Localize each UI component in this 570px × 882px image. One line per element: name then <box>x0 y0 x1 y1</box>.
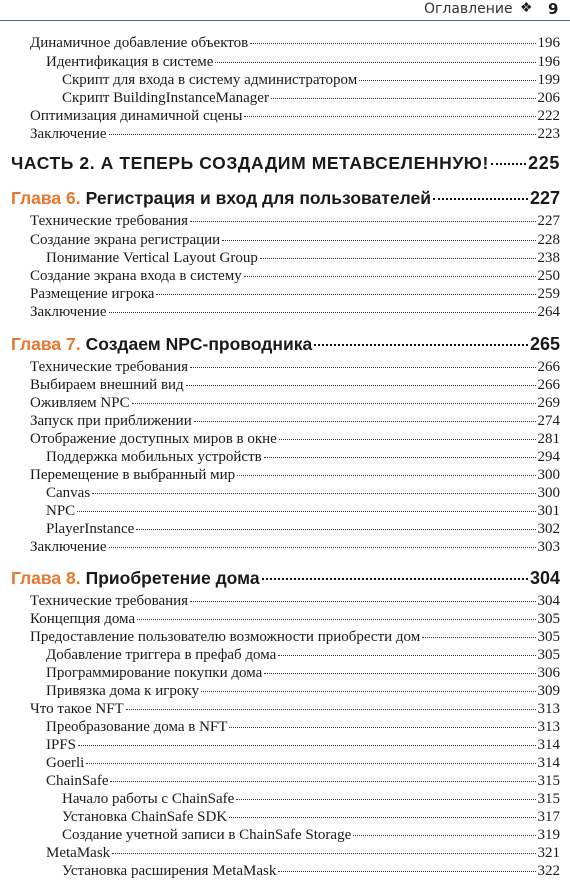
toc-entry[interactable]: Поддержка мобильных устройств 294 <box>46 449 560 465</box>
toc-entry[interactable]: Заключение 264 <box>30 304 560 320</box>
toc-entry[interactable]: Скрипт для входа в систему администратором 199 <box>62 72 560 88</box>
toc-entry[interactable]: IPFS 314 <box>46 737 560 753</box>
chapter-title: Создаем NPC-проводника <box>85 334 313 354</box>
toc-entry[interactable]: Заключение 223 <box>30 126 560 142</box>
toc-entry[interactable]: NPC 301 <box>46 503 560 519</box>
toc-entry[interactable]: Технические требования 304 <box>30 593 560 609</box>
toc-chapter-heading[interactable]: Глава 6. Регистрация и вход для пользователей 227 <box>11 188 560 208</box>
header-divider <box>0 20 570 21</box>
toc-entry[interactable]: PlayerInstance 302 <box>46 521 560 537</box>
toc-entry[interactable]: MetaMask 321 <box>46 845 560 861</box>
toc-entry[interactable]: Размещение игрока 259 <box>30 286 560 302</box>
toc-entry[interactable]: Canvas 300 <box>46 485 560 501</box>
toc-entry[interactable]: ChainSafe 315 <box>46 773 560 789</box>
toc-entry[interactable]: Начало работы с ChainSafe 315 <box>62 791 560 807</box>
toc-entry[interactable]: Перемещение в выбранный мир 300 <box>30 467 560 483</box>
running-header <box>0 0 570 22</box>
toc-entry[interactable]: Динамичное добавление объектов 196 <box>30 35 560 51</box>
chapter-title: Регистрация и вход для пользователей <box>85 188 431 208</box>
toc-entry[interactable]: Создание экрана входа в систему 250 <box>30 268 560 284</box>
toc-entry[interactable]: Скрипт BuildingInstanceManager 206 <box>62 90 560 106</box>
toc-entry[interactable]: Что такое NFT 313 <box>30 701 560 717</box>
toc-chapter-heading[interactable]: Глава 7. Создаем NPC-проводника 265 <box>11 334 560 354</box>
toc-entry[interactable]: Оживляем NPC 269 <box>30 395 560 411</box>
toc-entry[interactable]: Оптимизация динамичной сцены 222 <box>30 108 560 124</box>
toc-entry[interactable]: Идентификация в системе 196 <box>46 54 560 70</box>
diamond-dots-icon: ❖ <box>520 1 533 16</box>
toc-entry[interactable]: Выбираем внешний вид 266 <box>30 377 560 393</box>
toc-entry[interactable]: Программирование покупки дома 306 <box>46 665 560 681</box>
toc-entry[interactable]: Привязка дома к игроку 309 <box>46 683 560 699</box>
toc-entry[interactable]: Установка расширения MetaMask 322 <box>62 863 560 879</box>
toc-entry[interactable]: Преобразование дома в NFT 313 <box>46 719 560 735</box>
header-section-title: Оглавление <box>424 1 513 17</box>
chapter-label: Глава 8. <box>11 568 81 588</box>
toc-entry[interactable]: Goerli 314 <box>46 755 560 771</box>
toc-entry[interactable]: Понимание Vertical Layout Group 238 <box>46 250 560 266</box>
toc-part-heading[interactable]: ЧАСТЬ 2. А ТЕПЕРЬ СОЗДАДИМ МЕТАВСЕЛЕННУЮ! 225 <box>11 153 560 173</box>
toc-entry[interactable]: Технические требования 227 <box>30 213 560 229</box>
toc-entry[interactable]: Технические требования 266 <box>30 359 560 375</box>
toc-entry[interactable]: Запуск при приближении 274 <box>30 413 560 429</box>
toc-entry[interactable]: Предоставление пользователю возможности приобрести дом 305 <box>30 629 560 645</box>
toc-entry[interactable]: Концепция дома 305 <box>30 611 560 627</box>
toc-entry[interactable]: Отображение доступных миров в окне 281 <box>30 431 560 447</box>
toc-entry[interactable]: Создание экрана регистрации 228 <box>30 232 560 248</box>
chapter-label: Глава 7. <box>11 334 81 354</box>
toc-entry[interactable]: Добавление триггера в префаб дома 305 <box>46 647 560 663</box>
chapter-label: Глава 6. <box>11 188 81 208</box>
toc-chapter-heading[interactable]: Глава 8. Приобретение дома 304 <box>11 568 560 588</box>
toc-entry[interactable]: Установка ChainSafe SDK 317 <box>62 809 560 825</box>
toc-entry[interactable]: Заключение 303 <box>30 539 560 555</box>
chapter-title: Приобретение дома <box>85 568 260 588</box>
toc-entry[interactable]: Создание учетной записи в ChainSafe Storage 319 <box>62 827 560 843</box>
header-page-number: 9 <box>548 0 559 18</box>
